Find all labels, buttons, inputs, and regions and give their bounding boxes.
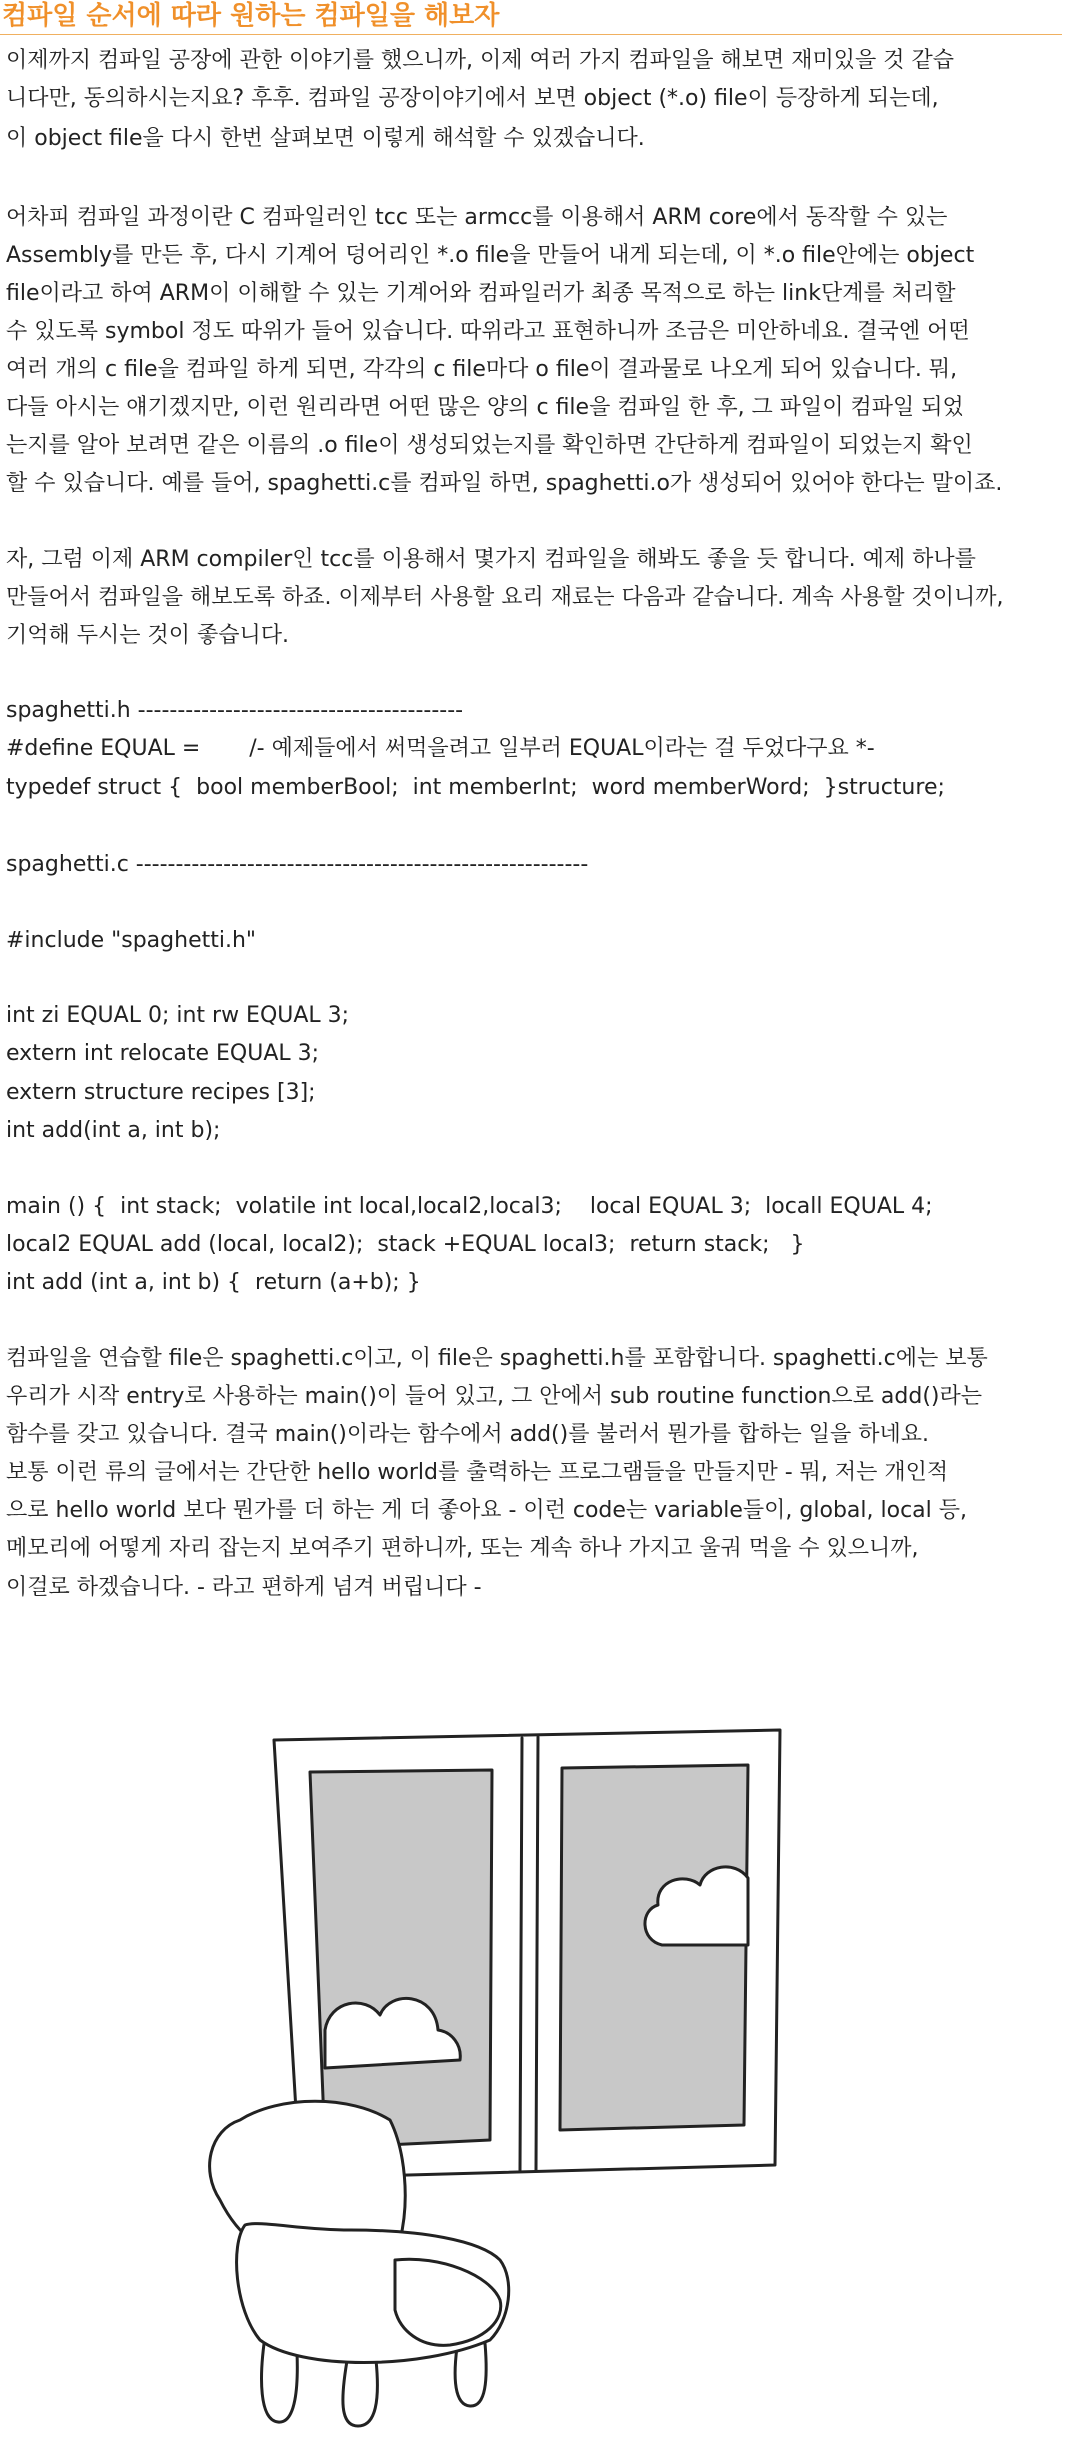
paragraph-line: 이제까지 컴파일 공장에 관한 이야기를 했으니까, 이제 여러 가지 컴파일을 해보면 재미있을 것 같습: [6, 48, 954, 73]
chair-and-window-illustration: [200, 1700, 800, 2430]
paragraph-line: 함수를 갖고 있습니다. 결국 main()이라는 함수에서 add()를 불러서 뭔가를 합하는 일을 하네요.: [6, 1422, 929, 1447]
paragraph-line: 기억해 두시는 것이 좋습니다.: [6, 623, 289, 648]
paragraph-line: 어차피 컴파일 과정이란 C 컴파일러인 tcc 또는 armcc를 이용해서 ARM core에서 동작할 수 있는: [6, 205, 948, 230]
paragraph-line: 보통 이런 류의 글에서는 간단한 hello world를 출력하는 프로그램들을 만들지만 - 뭐, 저는 개인적: [6, 1460, 949, 1485]
article-title-bar: [0, 0, 1062, 35]
paragraph-line: file이라고 하여 ARM이 이해할 수 있는 기계어와 컴파일러가 최종 목적으로 하는 link단계를 처리할: [6, 281, 956, 306]
article-title: 컴파일 순서에 따라 원하는 컴파일을 해보자: [2, 1, 500, 31]
code-line: typedef struct { bool memberBool; int memberInt; word memberWord; }structure;: [6, 775, 945, 800]
code-line: local2 EQUAL add (local, local2); stack +EQUAL local3; return stack; }: [6, 1232, 805, 1257]
code-line: main () { int stack; volatile int local,local2,local3; local EQUAL 3; locall EQUAL 4;: [6, 1194, 933, 1219]
paragraph-line: 니다만, 동의하시는지요? 후후. 컴파일 공장이야기에서 보면 object (*.o) file이 등장하게 되는데,: [6, 86, 939, 111]
code-line: extern structure recipes [3];: [6, 1080, 316, 1105]
code-line: int add (int a, int b) { return (a+b); }: [6, 1270, 421, 1295]
code-line: spaghetti.h -----------------------------------------: [6, 698, 464, 723]
paragraph-line: 할 수 있습니다. 예를 들어, spaghetti.c를 컴파일 하면, spaghetti.o가 생성되어 있어야 한다는 말이죠.: [6, 471, 1003, 496]
paragraph-line: 다들 아시는 얘기겠지만, 이런 원리라면 어떤 많은 양의 c file을 컴파일 한 후, 그 파일이 컴파일 되었: [6, 395, 964, 420]
paragraph-line: 이걸로 하겠습니다. - 라고 편하게 넘겨 버립니다 -: [6, 1575, 482, 1600]
paragraph-line: 이 object file을 다시 한번 살펴보면 이렇게 해석할 수 있겠습니다.: [6, 126, 645, 151]
code-line: #define EQUAL = /- 예제들에서 써먹을려고 일부러 EQUAL이라는 걸 두었다구요 *-: [6, 736, 875, 761]
paragraph-line: 우리가 시작 entry로 사용하는 main()이 들어 있고, 그 안에서 sub routine function으로 add()라는: [6, 1384, 983, 1409]
paragraph-line: 여러 개의 c file을 컴파일 하게 되면, 각각의 c file마다 o file이 결과물로 나오게 되어 있습니다. 뭐,: [6, 357, 958, 382]
code-line: #include "spaghetti.h": [6, 928, 257, 953]
paragraph-line: 컴파일을 연습할 file은 spaghetti.c이고, 이 file은 spaghetti.h를 포함합니다. spaghetti.c에는 보통: [6, 1346, 988, 1371]
code-line: int zi EQUAL 0; int rw EQUAL 3;: [6, 1003, 350, 1028]
code-line: extern int relocate EQUAL 3;: [6, 1041, 320, 1066]
paragraph-line: 으로 hello world 보다 뭔가를 더 하는 게 더 좋아요 - 이런 code는 variable들이, global, local 등,: [6, 1498, 968, 1523]
paragraph-line: 메모리에 어떻게 자리 잡는지 보여주기 편하니까, 또는 계속 하나 가지고 울궈 먹을 수 있으니까,: [6, 1536, 919, 1561]
paragraph-line: 수 있도록 symbol 정도 따위가 들어 있습니다. 따위라고 표현하니까 조금은 미안하네요. 결국엔 어떤: [6, 319, 970, 344]
paragraph-line: 자, 그럼 이제 ARM compiler인 tcc를 이용해서 몇가지 컴파일을 해봐도 좋을 듯 합니다. 예제 하나를: [6, 547, 976, 572]
paragraph-line: 만들어서 컴파일을 해보도록 하죠. 이제부터 사용할 요리 재료는 다음과 같습니다. 계속 사용할 것이니까,: [6, 585, 1004, 610]
paragraph-line: 는지를 알아 보려면 같은 이름의 .o file이 생성되었는지를 확인하면 간단하게 컴파일이 되었는지 확인: [6, 433, 973, 458]
paragraph-line: Assembly를 만든 후, 다시 기계어 덩어리인 *.o file을 만들어 내게 되는데, 이 *.o file안에는 object: [6, 243, 975, 268]
code-line: int add(int a, int b);: [6, 1118, 221, 1143]
code-line: spaghetti.c ---------------------------------------------------------: [6, 852, 589, 877]
